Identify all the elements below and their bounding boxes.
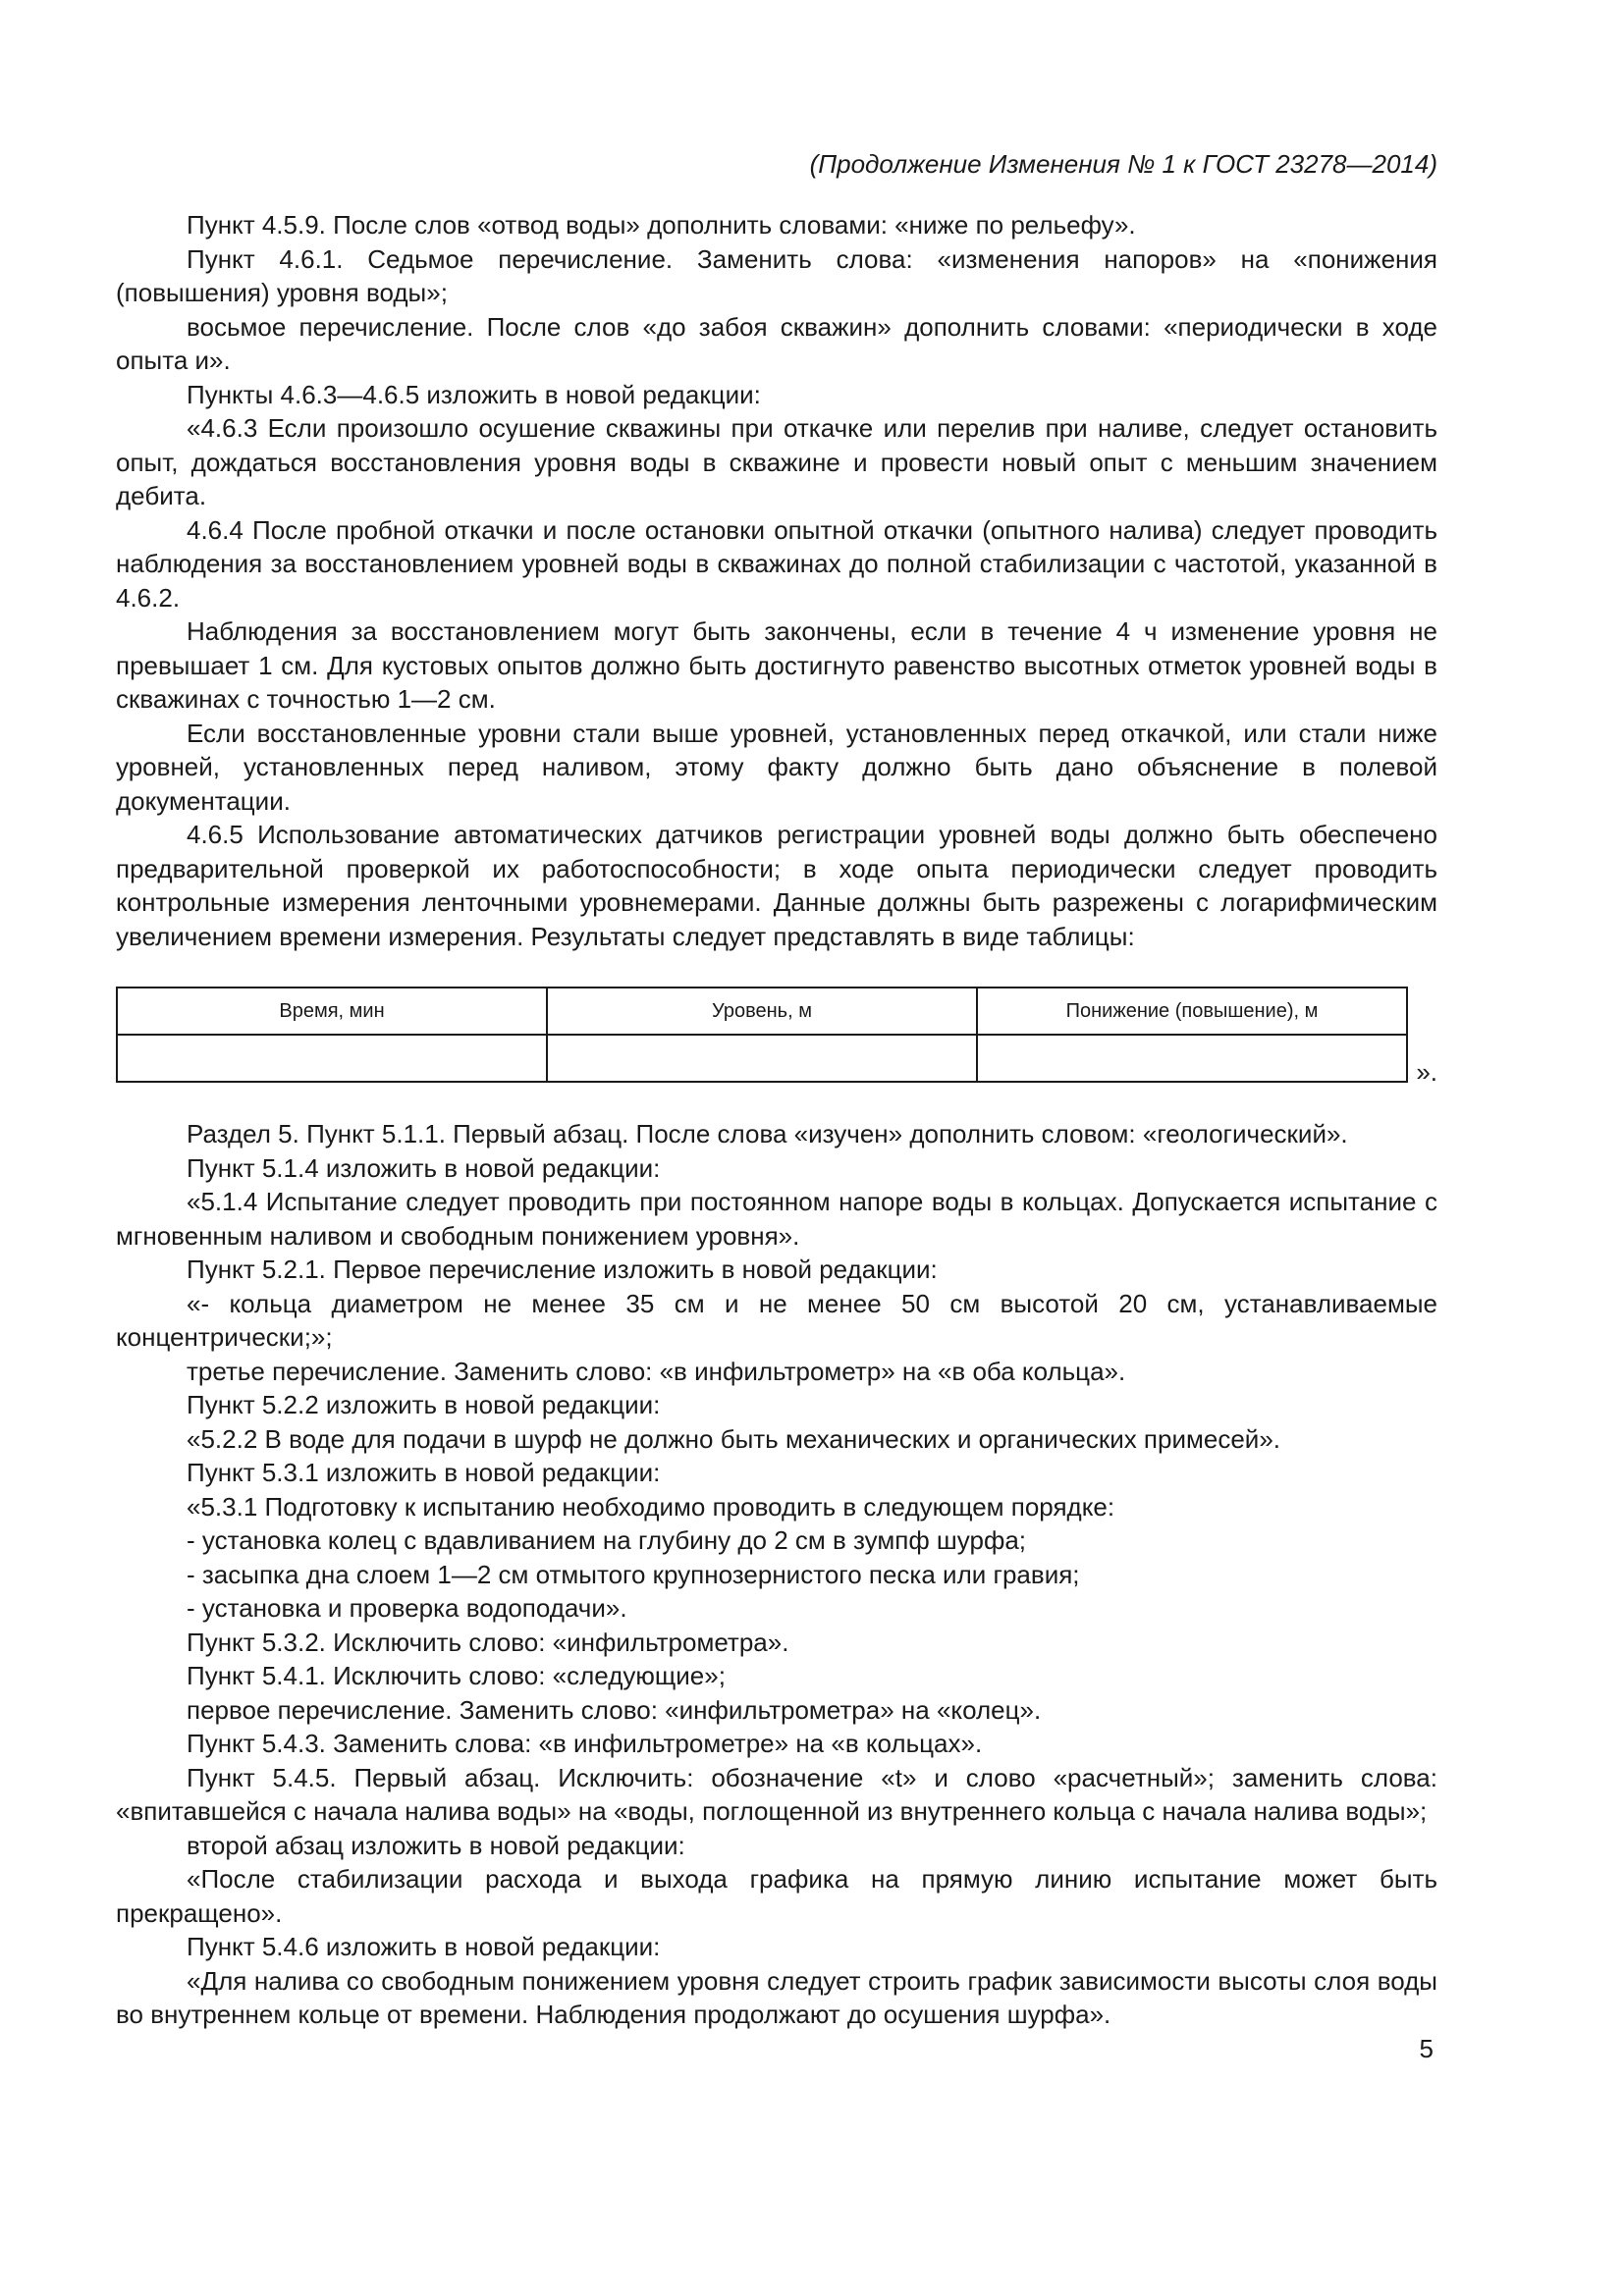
paragraph: 4.6.4 После пробной откачки и после остановки опытной откачки (опытного налива) следует проводить наблюдения за восстановлением уровней воды в скважинах до полной стабилизации с частотой, указанной в 4.6.2.: [116, 514, 1437, 613]
results-table-wrapper: [116, 987, 1437, 1087]
paragraph: «5.2.2 В воде для подачи в шурф не должно быть механических и органических примесей».: [187, 1423, 1281, 1454]
table-cell: [117, 1035, 547, 1082]
paragraph: Пункты 4.6.3—4.6.5 изложить в новой редакции:: [187, 379, 761, 409]
paragraph: 4.6.5 Использование автоматических датчиков регистрации уровней воды должно быть обеспечено предварительной проверкой их работоспособности; в ходе опыта периодически следует проводить контрольные измерения ленточными уровнемерами. Данные должны быть разрежены с логарифмическим увеличением времени измерения. Результаты следует представлять в виде таблицы:: [116, 820, 1437, 951]
paragraph: Пункт 5.3.1 изложить в новой редакции:: [187, 1458, 661, 1487]
column-header-drawdown: Понижение (повышение), м: [977, 988, 1407, 1035]
paragraph: первое перечисление. Заменить слово: «инфильтрометра» на «колец».: [187, 1694, 1042, 1725]
list-item: - засыпка дна слоем 1—2 см отмытого крупнозернистого песка или гравия;: [187, 1559, 1080, 1589]
document-body: [116, 208, 1437, 2032]
paragraph: Раздел 5. Пункт 5.1.1. Первый абзац. После слова «изучен» дополнить словом: «геологический».: [187, 1119, 1348, 1148]
table-cell: [547, 1035, 977, 1082]
table-header-row: [117, 988, 1407, 1035]
table-row: [117, 1035, 1407, 1082]
paragraph: Пункт 5.4.5. Первый абзац. Исключить: обозначение «t» и слово «расчетный»; заменить слова: «впитавшейся с начала налива воды» на «воды, поглощенной из внутреннего кольца с начала налива воды»;: [116, 1762, 1437, 1826]
paragraph: восьмое перечисление. После слов «до забоя скважин» дополнить словами: «периодически в ходе опыта и».: [116, 311, 1437, 375]
paragraph: «Для налива со свободным понижением уровня следует строить график зависимости высоты слоя воды во внутреннем кольце от времени. Наблюдения продолжают до осушения шурфа».: [116, 1965, 1437, 2029]
paragraph: Пункт 5.3.2. Исключить слово: «инфильтрометра».: [187, 1627, 789, 1657]
paragraph: «5.1.4 Испытание следует проводить при постоянном напоре воды в кольцах. Допускается испытание с мгновенным наливом и свободным понижением уровня».: [116, 1187, 1437, 1251]
paragraph: Пункт 5.2.2 изложить в новой редакции:: [187, 1390, 661, 1419]
list-item: - установка и проверка водоподачи».: [187, 1593, 627, 1623]
paragraph: Пункт 4.5.9. После слов «отвод воды» дополнить словами: «ниже по рельефу».: [187, 210, 1136, 240]
paragraph: Пункт 5.4.6 изложить в новой редакции:: [187, 1932, 661, 1961]
paragraph: «После стабилизации расхода и выхода графика на прямую линию испытание может быть прекращено».: [116, 1864, 1437, 1928]
paragraph: Пункт 4.6.1. Седьмое перечисление. Заменить слова: «изменения напоров» на «понижения (повышения) уровня воды»;: [116, 243, 1437, 307]
column-header-time: Время, мин: [117, 988, 547, 1035]
paragraph: Пункт 5.2.1. Первое перечисление изложить в новой редакции:: [187, 1255, 938, 1284]
paragraph: «- кольца диаметром не менее 35 см и не менее 50 см высотой 20 см, устанавливаемые концентрически;»;: [116, 1288, 1437, 1352]
paragraph: Наблюдения за восстановлением могут быть закончены, если в течение 4 ч изменение уровня не превышает 1 см. Для кустовых опытов должно быть достигнуто равенство высотных отметок уровней воды в скважинах с точностью 1—2 см.: [116, 616, 1437, 714]
paragraph: Пункт 5.1.4 изложить в новой редакции:: [187, 1152, 661, 1183]
paragraph: Пункт 5.4.3. Заменить слова: «в инфильтрометре» на «в кольцах».: [187, 1729, 983, 1758]
paragraph: Если восстановленные уровни стали выше уровней, установленных перед откачкой, или стали ниже уровней, установленных перед наливом, этому факту должно быть дано объяснение в полевой документации.: [116, 718, 1437, 816]
page-number: 5: [1419, 2034, 1434, 2063]
column-header-level: Уровень, м: [547, 988, 977, 1035]
paragraph: третье перечисление. Заменить слово: «в инфильтрометр» на «в оба кольца».: [187, 1356, 1126, 1386]
paragraph: второй абзац изложить в новой редакции:: [187, 1830, 685, 1860]
paragraph: «5.3.1 Подготовку к испытанию необходимо проводить в следующем порядке:: [187, 1491, 1115, 1522]
results-table: [116, 987, 1408, 1083]
paragraph: «4.6.3 Если произошло осушение скважины при откачке или перелив при наливе, следует остановить опыт, дождаться восстановления уровня воды в скважине и провести новый опыт с меньшим значением дебита.: [116, 413, 1437, 510]
continuation-header: (Продолжение Изменения № 1 к ГОСТ 23278—2014): [809, 149, 1437, 179]
table-closing-mark: ».: [1416, 1057, 1437, 1087]
paragraph: Пункт 5.4.1. Исключить слово: «следующие»;: [187, 1661, 726, 1690]
table-cell: [977, 1035, 1407, 1082]
list-item: - установка колец с вдавливанием на глубину до 2 см в зумпф шурфа;: [187, 1525, 1027, 1555]
